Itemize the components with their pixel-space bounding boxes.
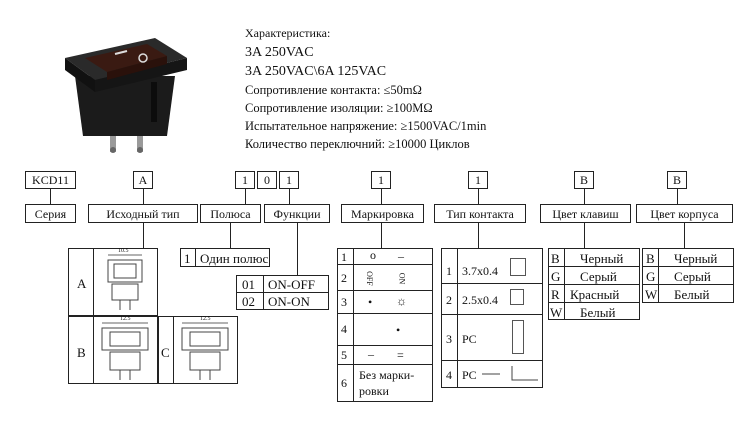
poles-option-num: 1 — [184, 251, 191, 266]
code-series: KCD11 — [25, 171, 76, 189]
function-label: ON-OFF — [268, 277, 315, 292]
spec-line: 3A 250VAC — [245, 45, 314, 60]
contact-num: 2 — [446, 293, 452, 307]
type-dim: 12.5 — [200, 316, 211, 322]
key-color-code: W — [550, 305, 563, 320]
switch-photo — [55, 18, 195, 158]
contact-num: 3 — [446, 332, 452, 346]
spec-line: Количество переключний: ≥10000 Циклов — [245, 137, 470, 151]
key-color-code: B — [551, 251, 560, 266]
contact-label: PC — [462, 368, 477, 382]
marking-label: Без марки- — [359, 368, 415, 382]
type-label: B — [77, 345, 86, 360]
header-functions: Функции — [264, 204, 330, 223]
marking-num: 6 — [341, 376, 347, 390]
body-color-code: B — [646, 251, 655, 266]
contact-1-drawing — [510, 258, 526, 276]
code-poles-digit: 1 — [279, 171, 299, 189]
header-series: Серия — [25, 204, 76, 223]
header-poles: Полюса — [200, 204, 261, 223]
key-color-label: Красный — [570, 287, 620, 302]
type-label: C — [161, 345, 170, 360]
code-body-color: B — [667, 171, 687, 189]
contact-num: 4 — [446, 368, 452, 382]
spec-line: 3A 250VAC\6A 125VAC — [245, 64, 387, 79]
marking-sym: ON — [397, 272, 407, 285]
contact-label: 2.5x0.4 — [462, 293, 498, 307]
key-color-code: R — [551, 287, 560, 302]
type-dim: 10.5 — [118, 248, 129, 254]
marking-sym: ☼ — [396, 294, 407, 308]
body-color-label: Черный — [674, 251, 718, 266]
type-c-drawing — [176, 318, 236, 382]
marking-sym: – — [368, 347, 374, 361]
marking-num: 4 — [341, 322, 347, 336]
marking-num: 5 — [341, 348, 347, 362]
contact-label: PC — [462, 332, 477, 346]
function-code: 02 — [242, 294, 255, 309]
type-a-drawing — [100, 250, 152, 312]
contact-4-drawing — [482, 364, 540, 386]
spec-line: Испытательное напряжение: ≥1500VAC/1min — [245, 119, 487, 133]
header-body-color: Цвет корпуса — [636, 204, 733, 223]
spec-line: Сопротивление изоляции: ≥100MΩ — [245, 101, 433, 115]
marking-sym: • — [368, 295, 373, 309]
key-color-label: Черный — [580, 251, 624, 266]
specs-heading: Характеристика: — [245, 26, 331, 40]
marking-num: 3 — [341, 295, 347, 309]
key-color-label: Серый — [580, 269, 617, 284]
body-color-label: Серый — [674, 269, 711, 284]
marking-num: 2 — [341, 271, 347, 285]
body-color-code: G — [646, 269, 656, 284]
body-color-label: Белый — [674, 287, 710, 302]
marking-sym: = — [397, 348, 404, 362]
contact-3-drawing — [512, 320, 524, 354]
body-color-code: W — [645, 287, 658, 302]
header-contact-type: Тип контакта — [434, 204, 526, 223]
code-marking: 1 — [371, 171, 391, 189]
header-key-color: Цвет клавиш — [540, 204, 631, 223]
spec-line: Сопротивление контакта: ≤50mΩ — [245, 83, 422, 97]
marking-sym: o — [370, 248, 376, 262]
function-code: 01 — [242, 277, 255, 292]
code-type: A — [133, 171, 153, 189]
header-marking: Маркировка — [341, 204, 424, 223]
marking-label: ровки — [359, 384, 389, 398]
key-color-code: G — [551, 269, 561, 284]
marking-num: 1 — [341, 250, 347, 264]
marking-sym: OFF — [364, 271, 374, 286]
code-contact: 1 — [468, 171, 488, 189]
contact-num: 1 — [446, 264, 452, 278]
marking-sym: • — [396, 323, 401, 337]
code-poles-digit: 1 — [235, 171, 255, 189]
function-label: ON-ON — [268, 294, 310, 309]
code-poles-digit: 0 — [257, 171, 277, 189]
type-b-drawing — [96, 318, 156, 382]
contact-label: 3.7x0.4 — [462, 264, 498, 278]
type-dim: 12.5 — [120, 316, 131, 322]
type-label: A — [77, 276, 87, 291]
key-color-label: Белый — [580, 305, 616, 320]
contact-2-drawing — [510, 289, 524, 305]
marking-sym: – — [398, 249, 404, 263]
code-key-color: B — [574, 171, 594, 189]
header-initial-type: Исходный тип — [88, 204, 198, 223]
poles-option-label: Один полюс — [200, 251, 269, 266]
